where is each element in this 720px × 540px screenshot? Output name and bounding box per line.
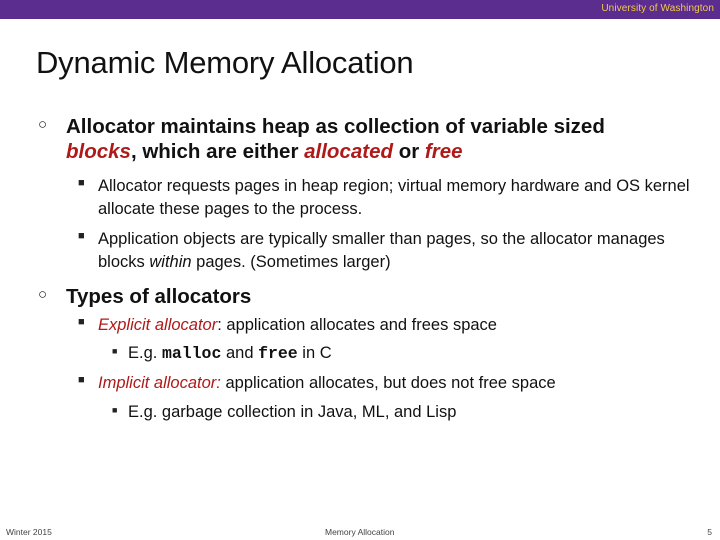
term-blocks: blocks — [66, 140, 131, 163]
sub-bullet-pages-text: Allocator requests pages in heap region; virtual memory hardware and OS kernel allocate these pages to the process. — [98, 177, 690, 218]
term-implicit-allocator: Implicit allocator: — [98, 374, 221, 392]
word-and: and — [225, 344, 254, 362]
bullet-allocator-connector: , which are either — [130, 140, 299, 163]
footer-term: Winter 2015 — [6, 527, 52, 537]
university-name: University of Washington — [601, 3, 714, 14]
sub-bullet-objects-a: Application objects are typically smaller than pages, so the allocator manages blocks — [98, 230, 665, 271]
page-number: 5 — [707, 527, 712, 537]
eg-label: E.g. — [128, 344, 158, 362]
small-square-bullet-icon: ■ — [112, 346, 118, 356]
slide-title: Dynamic Memory Allocation — [36, 45, 414, 80]
word-within: within — [149, 253, 192, 271]
bullet-types-text: Types of allocators — [66, 285, 252, 308]
term-explicit-allocator: Explicit allocator — [98, 316, 218, 334]
sub-bullet-explicit-text — [98, 314, 698, 337]
implicit-description: application allocates, but does not free space — [225, 374, 556, 392]
term-free: free — [424, 140, 463, 163]
term-allocated: allocated — [304, 140, 394, 163]
code-free: free — [258, 344, 298, 363]
header-bar — [0, 0, 720, 19]
word-or: or — [398, 140, 420, 163]
small-square-bullet-icon: ■ — [112, 405, 118, 415]
square-bullet-icon: ■ — [78, 374, 85, 386]
square-bullet-icon: ■ — [78, 316, 85, 328]
circle-outline-bullet-icon: ○ — [38, 286, 48, 303]
in-c: in C — [302, 344, 332, 362]
square-bullet-icon: ■ — [78, 230, 85, 242]
sub-sub-bullet-gc-text: E.g. garbage collection in Java, ML, and Lisp — [128, 403, 457, 421]
sub-sub-bullet-malloc-text — [128, 342, 688, 365]
bullet-allocator-text — [66, 114, 686, 164]
bullet-allocator-line1: Allocator maintains heap as collection of variable sized — [66, 115, 605, 138]
sub-bullet-objects-b: pages. (Sometimes larger) — [196, 253, 391, 271]
footer-topic: Memory Allocation — [325, 527, 395, 537]
code-malloc: malloc — [161, 344, 222, 363]
square-bullet-icon: ■ — [78, 177, 85, 189]
sub-bullet-implicit-text — [98, 372, 698, 395]
circle-outline-bullet-icon: ○ — [38, 116, 48, 133]
sub-bullet-objects-text — [98, 228, 698, 274]
explicit-description: : application allocates and frees space — [217, 316, 497, 334]
